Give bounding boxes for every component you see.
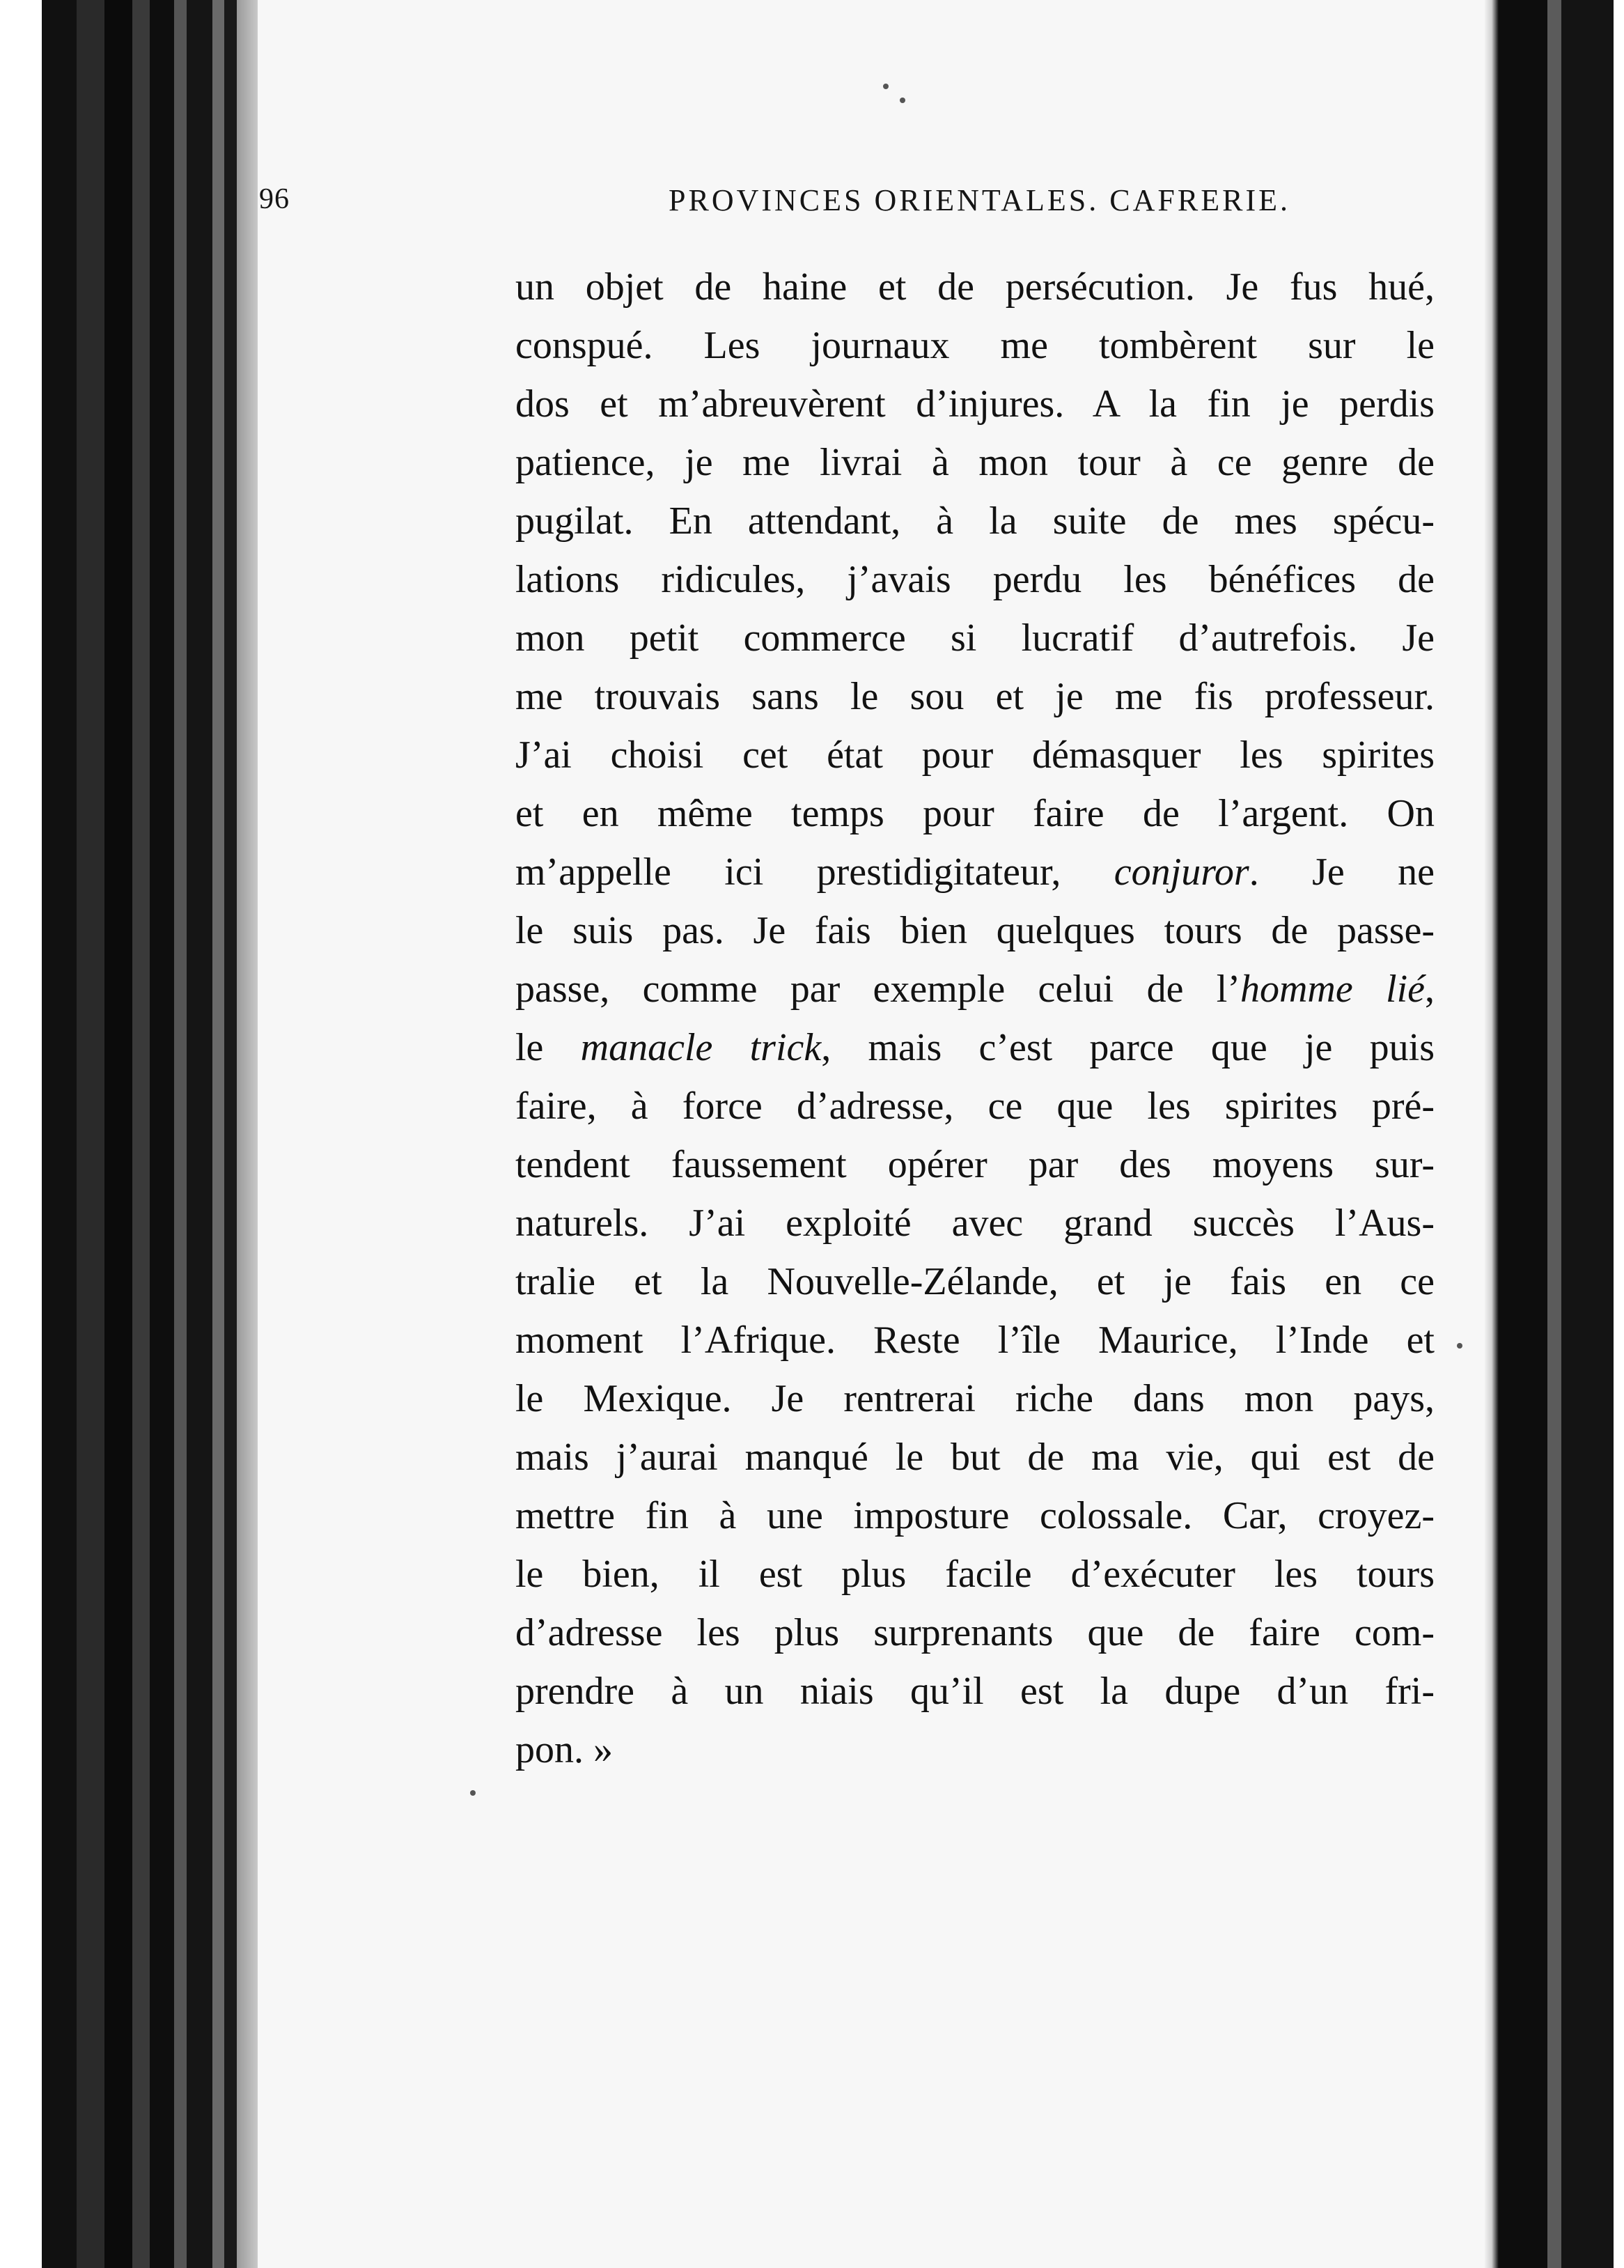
text-line xyxy=(515,1662,1435,1721)
body-text xyxy=(515,258,1435,1779)
text-line xyxy=(515,843,1435,901)
text-line xyxy=(515,726,1435,784)
text-line xyxy=(515,258,1435,316)
line-text: lations ridicules, j’avais perdu les bénéfices de xyxy=(515,558,1435,601)
text-line xyxy=(515,1721,1435,1779)
line-text: , mais c’est parce que je puis xyxy=(821,1026,1435,1069)
text-line xyxy=(515,1018,1435,1077)
text-line xyxy=(515,1252,1435,1311)
text-line xyxy=(515,901,1435,960)
line-text: le suis pas. Je fais bien quelques tours de passe- xyxy=(515,909,1435,952)
line-text: mon petit commerce si lucratif d’autrefois. Je xyxy=(515,616,1435,660)
text-line xyxy=(515,316,1435,375)
line-text: mettre fin à une imposture colossale. Car, croyez- xyxy=(515,1494,1435,1537)
text-line xyxy=(515,1135,1435,1194)
text-line xyxy=(515,1077,1435,1135)
text-line xyxy=(515,1369,1435,1428)
line-text: , xyxy=(1425,968,1435,1011)
line-text: d’adresse les plus surprenants que de faire com- xyxy=(515,1611,1435,1654)
line-text: m’appelle ici prestidigitateur, xyxy=(515,850,1114,894)
text-line xyxy=(515,784,1435,843)
text-line xyxy=(515,609,1435,667)
scan-speck xyxy=(1457,1343,1462,1349)
text-line xyxy=(515,1603,1435,1662)
text-line xyxy=(515,1545,1435,1603)
running-title: PROVINCES ORIENTALES. CAFRERIE. xyxy=(669,183,1290,217)
text-line xyxy=(515,667,1435,726)
text-line xyxy=(515,375,1435,433)
line-text: faire, à force d’adresse, ce que les spirites pré- xyxy=(515,1085,1435,1128)
line-text: pon. » xyxy=(515,1728,613,1771)
line-text: naturels. J’ai exploité avec grand succès l’Aus- xyxy=(515,1202,1435,1245)
italic-text: conjuror xyxy=(1114,850,1249,894)
italic-text: manacle trick xyxy=(580,1026,822,1069)
line-text: J’ai choisi cet état pour démasquer les spirites xyxy=(515,733,1435,777)
page-number: 96 xyxy=(259,183,290,215)
text-line xyxy=(515,1311,1435,1369)
line-text: moment l’Afrique. Reste l’île Maurice, l’Inde et xyxy=(515,1319,1435,1362)
scan-speck xyxy=(900,98,905,103)
line-text: tralie et la Nouvelle-Zélande, et je fais en ce xyxy=(515,1260,1435,1303)
scan-speck xyxy=(470,1790,476,1796)
text-line xyxy=(515,1194,1435,1252)
line-text: dos et m’abreuvèrent d’injures. A la fin je perdis xyxy=(515,382,1435,426)
text-line xyxy=(515,1428,1435,1486)
text-line xyxy=(515,1486,1435,1545)
line-text: et en même temps pour faire de l’argent. On xyxy=(515,792,1435,835)
scan-speck xyxy=(883,84,889,89)
line-text: passe, comme par exemple celui de l’ xyxy=(515,968,1240,1011)
line-text: prendre à un niais qu’il est la dupe d’un fri- xyxy=(515,1670,1435,1713)
text-line xyxy=(515,492,1435,550)
scan-right-edge xyxy=(1485,0,1624,2268)
line-text: un objet de haine et de persécution. Je fus hué, xyxy=(515,265,1435,309)
text-line xyxy=(515,960,1435,1018)
line-text: le xyxy=(515,1026,581,1069)
line-text: le bien, il est plus facile d’exécuter les tours xyxy=(515,1553,1435,1596)
scan-left-edge xyxy=(0,0,258,2268)
line-text: le Mexique. Je rentrerai riche dans mon pays, xyxy=(515,1377,1435,1420)
line-text: mais j’aurai manqué le but de ma vie, qui est de xyxy=(515,1436,1435,1479)
line-text: pugilat. En attendant, à la suite de mes spécu- xyxy=(515,499,1435,543)
line-text: . Je ne xyxy=(1249,850,1435,894)
line-text: tendent faussement opérer par des moyens sur- xyxy=(515,1143,1435,1186)
text-line xyxy=(515,550,1435,609)
line-text: conspué. Les journaux me tombèrent sur le xyxy=(515,324,1435,367)
line-text: me trouvais sans le sou et je me fis professeur. xyxy=(515,675,1435,718)
text-line xyxy=(515,433,1435,492)
line-text: patience, je me livrai à mon tour à ce genre de xyxy=(515,441,1435,484)
italic-text: homme lié xyxy=(1240,968,1425,1011)
